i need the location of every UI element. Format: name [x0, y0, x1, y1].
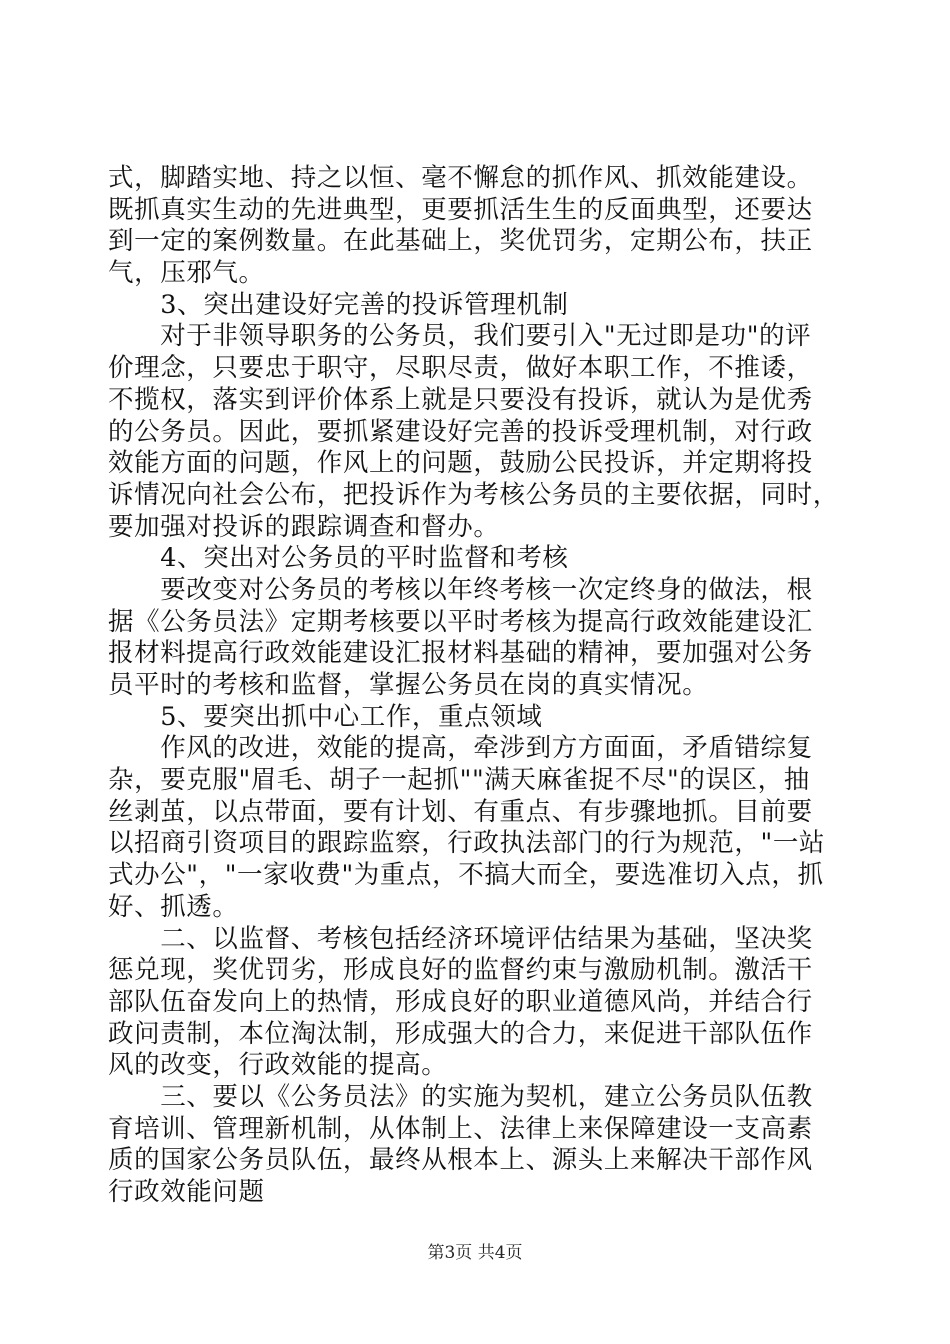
- text-line: 效能方面的问题，作风上的问题，鼓励公民投诉，并定期将投: [108, 448, 813, 479]
- text-line: 据《公务员法》定期考核要以平时考核为提高行政效能建设汇: [108, 606, 813, 637]
- text-line: 行政效能问题: [108, 1177, 265, 1207]
- text-line: 诉情况向社会公布，把投诉作为考核公务员的主要依据，同时，: [108, 479, 839, 510]
- text-line: 式办公"，"一家收费"为重点，不搞大而全，要选准切入点，抓: [108, 860, 824, 891]
- document-body: [108, 163, 848, 1209]
- text-line: 丝剥茧，以点带面，要有计划、有重点、有步骤地抓。目前要: [108, 796, 813, 827]
- text-line: 气，压邪气。: [108, 258, 265, 289]
- section-heading: 3、突出建设好完善的投诉管理机制: [108, 289, 569, 320]
- text-line: 惩兑现，奖优罚劣，形成良好的监督约束与激励机制。激活干: [108, 955, 813, 986]
- text-line: 好、抓透。: [108, 891, 239, 922]
- text-line: 作风的改进，效能的提高，牵涉到方方面面，矛盾错综复: [108, 733, 813, 764]
- text-line: 以招商引资项目的跟踪监察，行政执法部门的行为规范，"一站: [108, 828, 826, 859]
- text-line: 到一定的案例数量。在此基础上，奖优罚劣，定期公布，扶正: [108, 226, 813, 257]
- text-line: 二、以监督、考核包括经济环境评估结果为基础，坚决奖: [108, 923, 813, 954]
- text-line: 要改变对公务员的考核以年终考核一次定终身的做法，根: [108, 574, 813, 605]
- section-heading: 5、要突出抓中心工作，重点领域: [108, 701, 543, 732]
- text-line: 质的国家公务员队伍，最终从根本上、源头上来解决干部作风: [108, 1145, 813, 1176]
- text-line: 的公务员。因此，要抓紧建设好完善的投诉受理机制，对行政: [108, 416, 813, 447]
- text-line: 政问责制，本位淘汰制，形成强大的合力，来促进干部队伍作: [108, 1018, 813, 1049]
- text-line: 风的改变，行政效能的提高。: [108, 1050, 448, 1081]
- text-line: 员平时的考核和监督，掌握公务员在岗的真实情况。: [108, 670, 709, 700]
- text-line: 三、要以《公务员法》的实施为契机，建立公务员队伍教: [108, 1081, 813, 1112]
- text-line: 式，脚踏实地、持之以恒、毫不懈怠的抓作风、抓效能建设。: [108, 163, 813, 193]
- text-line: 育培训、管理新机制，从体制上、法律上来保障建设一支高素: [108, 1113, 813, 1144]
- text-line: 对于非领导职务的公务员，我们要引入"无过即是功"的评: [108, 321, 812, 352]
- text-line: 价理念，只要忠于职守，尽职尽责，做好本职工作，不推诿，: [108, 353, 813, 384]
- page-number-footer: 第3页 共4页: [427, 1243, 523, 1263]
- text-line: 要加强对投诉的跟踪调查和督办。: [108, 511, 500, 542]
- text-line: 不揽权，落实到评价体系上就是只要没有投诉，就认为是优秀: [108, 384, 813, 415]
- text-line: 报材料提高行政效能建设汇报材料基础的精神，要加强对公务: [108, 638, 813, 669]
- section-heading: 4、突出对公务员的平时监督和考核: [108, 543, 569, 574]
- text-line: 杂，要克服"眉毛、胡子一起抓""满天麻雀捉不尽"的误区，抽: [108, 765, 810, 796]
- text-line: 部队伍奋发向上的热情，形成良好的职业道德风尚，并结合行: [108, 986, 813, 1017]
- text-line: 既抓真实生动的先进典型，更要抓活生生的反面典型，还要达: [108, 194, 813, 225]
